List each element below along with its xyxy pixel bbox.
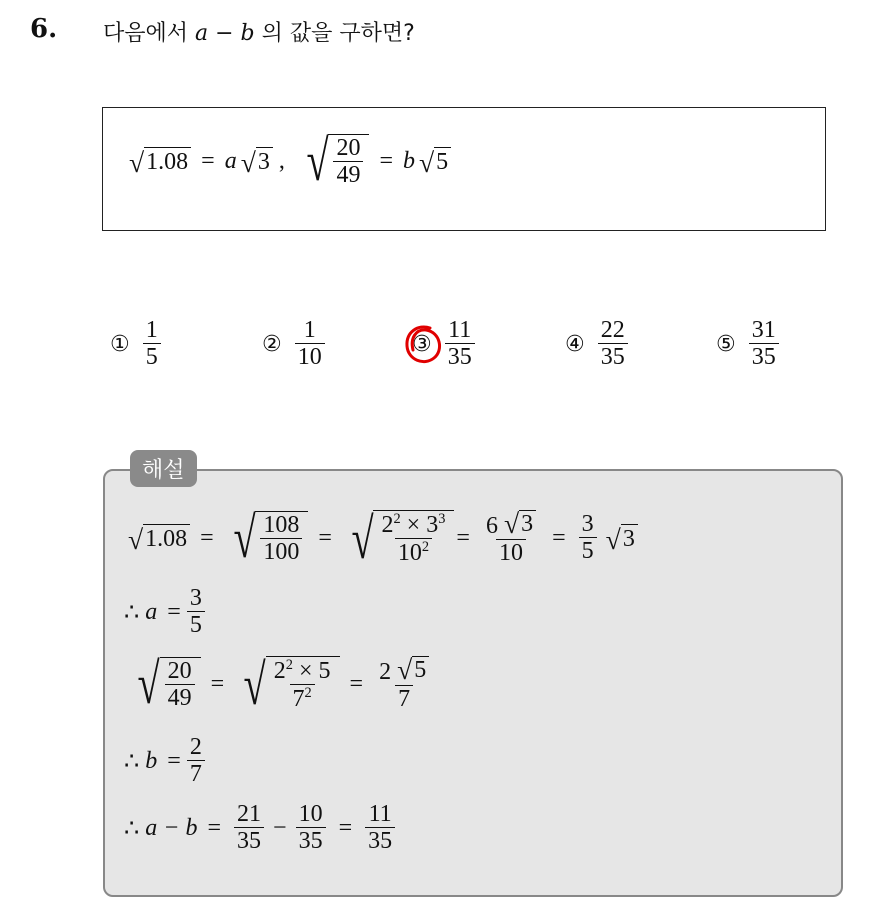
sqrt-5: √ 5 (419, 147, 451, 176)
var-a: a (224, 148, 237, 175)
sqrt-20-49: √ $\frac{20}{49}$ (297, 134, 370, 190)
question-text (103, 16, 415, 47)
solution-line-3: √ $\frac{20}{49}$ = √ $\frac{2^2 \times 5}{7^2}$ = 2 √ 5 7 (128, 656, 435, 714)
question-suffix: 의 값을 구하면? (261, 21, 415, 46)
choice-5[interactable]: ⑤ $\frac{31}{35}$ (716, 318, 782, 372)
question-prefix: 다음에서 (103, 21, 189, 46)
choice-2[interactable]: ② $\frac{1}{10}$ (262, 318, 328, 372)
solution-tag: 해설 (130, 450, 197, 487)
sqrt-3: √ 3 (241, 147, 273, 176)
var-b: b (403, 148, 416, 175)
sqrt-1.08: √ 1.08 (129, 147, 191, 176)
given-equation: √ 1.08 = a √ 3 , √ $\frac{20}{49}$ = b √ 5 (129, 134, 451, 190)
choice-1[interactable]: ① $\frac{1}{5}$ (110, 318, 164, 372)
given-condition-box (102, 107, 826, 231)
solution-line-5: ∴ a − b = $\frac{21}{35}$ − $\frac{10}{35}$ = $\frac{11}{35}$ (124, 802, 398, 856)
answer-circle-mark-icon (400, 320, 448, 370)
solution-line-2: ∴ a = $\frac{3}{5}$ (124, 586, 208, 640)
solution-line-4: ∴ b = $\frac{2}{7}$ (124, 735, 208, 789)
question-number: 6. (30, 14, 58, 44)
question-variable-expression: a − b (195, 21, 255, 46)
solution-line-1: √ 1.08 = √ $\frac{108}{100}$ = √ $\frac{2^2 \times 3^3}{10^2}$ = 6 √ 3 10 = $\frac{3}{5}$ √ 3 (128, 510, 638, 568)
choice-3[interactable]: ③ $\frac{11}{35}$ (412, 318, 478, 372)
choice-4[interactable]: ④ $\frac{22}{35}$ (565, 318, 631, 372)
